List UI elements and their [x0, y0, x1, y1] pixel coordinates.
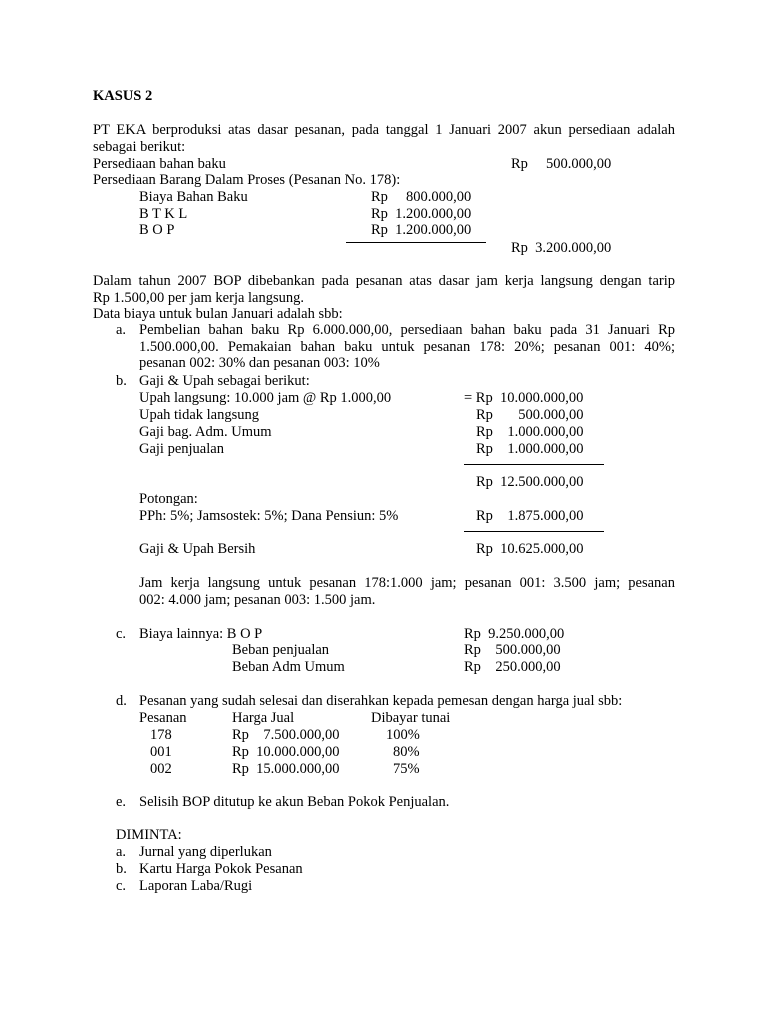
divider-line: [464, 531, 604, 532]
table-cell-order: 002: [150, 761, 172, 777]
required-marker: c.: [116, 878, 127, 894]
wage-row-amount: Rp 1.000.000,00: [476, 424, 584, 440]
item-e-text: Selisih BOP ditutup ke akun Beban Pokok Penjualan.: [139, 794, 450, 810]
required-item: Kartu Harga Pokok Pesanan: [139, 861, 303, 877]
wage-subtotal: Rp 12.500.000,00: [476, 474, 584, 490]
other-cost-amount: Rp 500.000,00: [464, 642, 561, 658]
item-e-marker: e.: [116, 794, 127, 810]
table-cell-paid: 80%: [393, 744, 420, 760]
required-item: Laporan Laba/Rugi: [139, 878, 253, 894]
item-d-text: Pesanan yang sudah selesai dan diserahkan kepada pemesan dengan harga jual sbb:: [139, 693, 623, 709]
raw-material-label: Persediaan bahan baku: [93, 156, 226, 172]
wip-item-amount: Rp 800.000,00: [371, 189, 472, 205]
wage-row-amount: Rp 500.000,00: [476, 407, 584, 423]
wip-item-amount: Rp 1.200.000,00: [371, 222, 472, 238]
other-cost-amount: Rp 9.250.000,00: [464, 626, 565, 642]
deduction-heading: Potongan:: [139, 491, 198, 507]
wage-row-label: Gaji bag. Adm. Umum: [139, 424, 272, 440]
raw-material-amount: Rp 500.000,00: [511, 156, 612, 172]
table-cell-paid: 75%: [393, 761, 420, 777]
item-b-heading: Gaji & Upah sebagai berikut:: [139, 373, 310, 389]
bop-line-2: Rp 1.500,00 per jam kerja langsung.: [93, 290, 305, 306]
required-heading: DIMINTA:: [116, 827, 182, 843]
table-header-price: Harga Jual: [232, 710, 295, 726]
wip-item-amount: Rp 1.200.000,00: [371, 206, 472, 222]
item-c-marker: c.: [116, 626, 127, 642]
bop-line-1: Dalam tahun 2007 BOP dibebankan pada pesanan atas dasar jam kerja langsung dengan tarip: [93, 273, 675, 289]
wip-item-label: Biaya Bahan Baku: [139, 189, 248, 205]
table-cell-price: Rp 7.500.000,00: [232, 727, 340, 743]
net-wage-amount: Rp 10.625.000,00: [476, 541, 584, 557]
wip-total-amount: Rp 3.200.000,00: [511, 240, 612, 256]
wage-row-label: Upah tidak langsung: [139, 407, 260, 423]
hours-line-1: Jam kerja langsung untuk pesanan 178:1.000 jam; pesanan 001: 3.500 jam; pesanan: [139, 575, 675, 591]
item-a-line-3: pesanan 002: 30% dan pesanan 003: 10%: [139, 355, 380, 371]
wage-row-label: Gaji penjualan: [139, 441, 224, 457]
item-a-line-1: Pembelian bahan baku Rp 6.000.000,00, persediaan bahan baku pada 31 Januari Rp: [139, 322, 675, 338]
other-cost-label: Beban Adm Umum: [232, 659, 345, 675]
required-marker: a.: [116, 844, 127, 860]
table-cell-price: Rp 15.000.000,00: [232, 761, 340, 777]
wip-label: Persediaan Barang Dalam Proses (Pesanan No. 178):: [93, 172, 401, 188]
other-cost-amount: Rp 250.000,00: [464, 659, 561, 675]
divider-line: [346, 242, 486, 243]
required-item: Jurnal yang diperlukan: [139, 844, 272, 860]
other-costs-prefix: Biaya lainnya: B O P: [139, 626, 263, 642]
item-d-marker: d.: [116, 693, 127, 709]
table-cell-order: 001: [150, 744, 172, 760]
wage-row-amount: = Rp 10.000.000,00: [464, 390, 584, 406]
net-wage-label: Gaji & Upah Bersih: [139, 541, 256, 557]
table-header-order: Pesanan: [139, 710, 187, 726]
deduction-amount: Rp 1.875.000,00: [476, 508, 584, 524]
wip-item-label: B O P: [139, 222, 175, 238]
intro-line-2: sebagai berikut:: [93, 139, 186, 155]
hours-line-2: 002: 4.000 jam; pesanan 003: 1.500 jam.: [139, 592, 376, 608]
intro-line-1: PT EKA berproduksi atas dasar pesanan, pada tanggal 1 Januari 2007 akun persediaan adalah: [93, 122, 675, 138]
wage-row-amount: Rp 1.000.000,00: [476, 441, 584, 457]
divider-line: [464, 464, 604, 465]
bop-line-3: Data biaya untuk bulan Januari adalah sbb:: [93, 306, 343, 322]
wage-row-label: Upah langsung: 10.000 jam @ Rp 1.000,00: [139, 390, 392, 406]
item-b-marker: b.: [116, 373, 127, 389]
table-cell-order: 178: [150, 727, 172, 743]
table-cell-price: Rp 10.000.000,00: [232, 744, 340, 760]
wip-item-label: B T K L: [139, 206, 188, 222]
item-a-line-2: 1.500.000,00. Pemakaian bahan baku untuk pesanan 178: 20%; pesanan 001: 40%;: [139, 339, 675, 355]
table-cell-paid: 100%: [386, 727, 420, 743]
other-cost-label: Beban penjualan: [232, 642, 330, 658]
deduction-label: PPh: 5%; Jamsostek: 5%; Dana Pensiun: 5%: [139, 508, 399, 524]
table-header-paid: Dibayar tunai: [371, 710, 451, 726]
item-a-marker: a.: [116, 322, 127, 338]
case-title: KASUS 2: [93, 88, 153, 104]
required-marker: b.: [116, 861, 127, 877]
